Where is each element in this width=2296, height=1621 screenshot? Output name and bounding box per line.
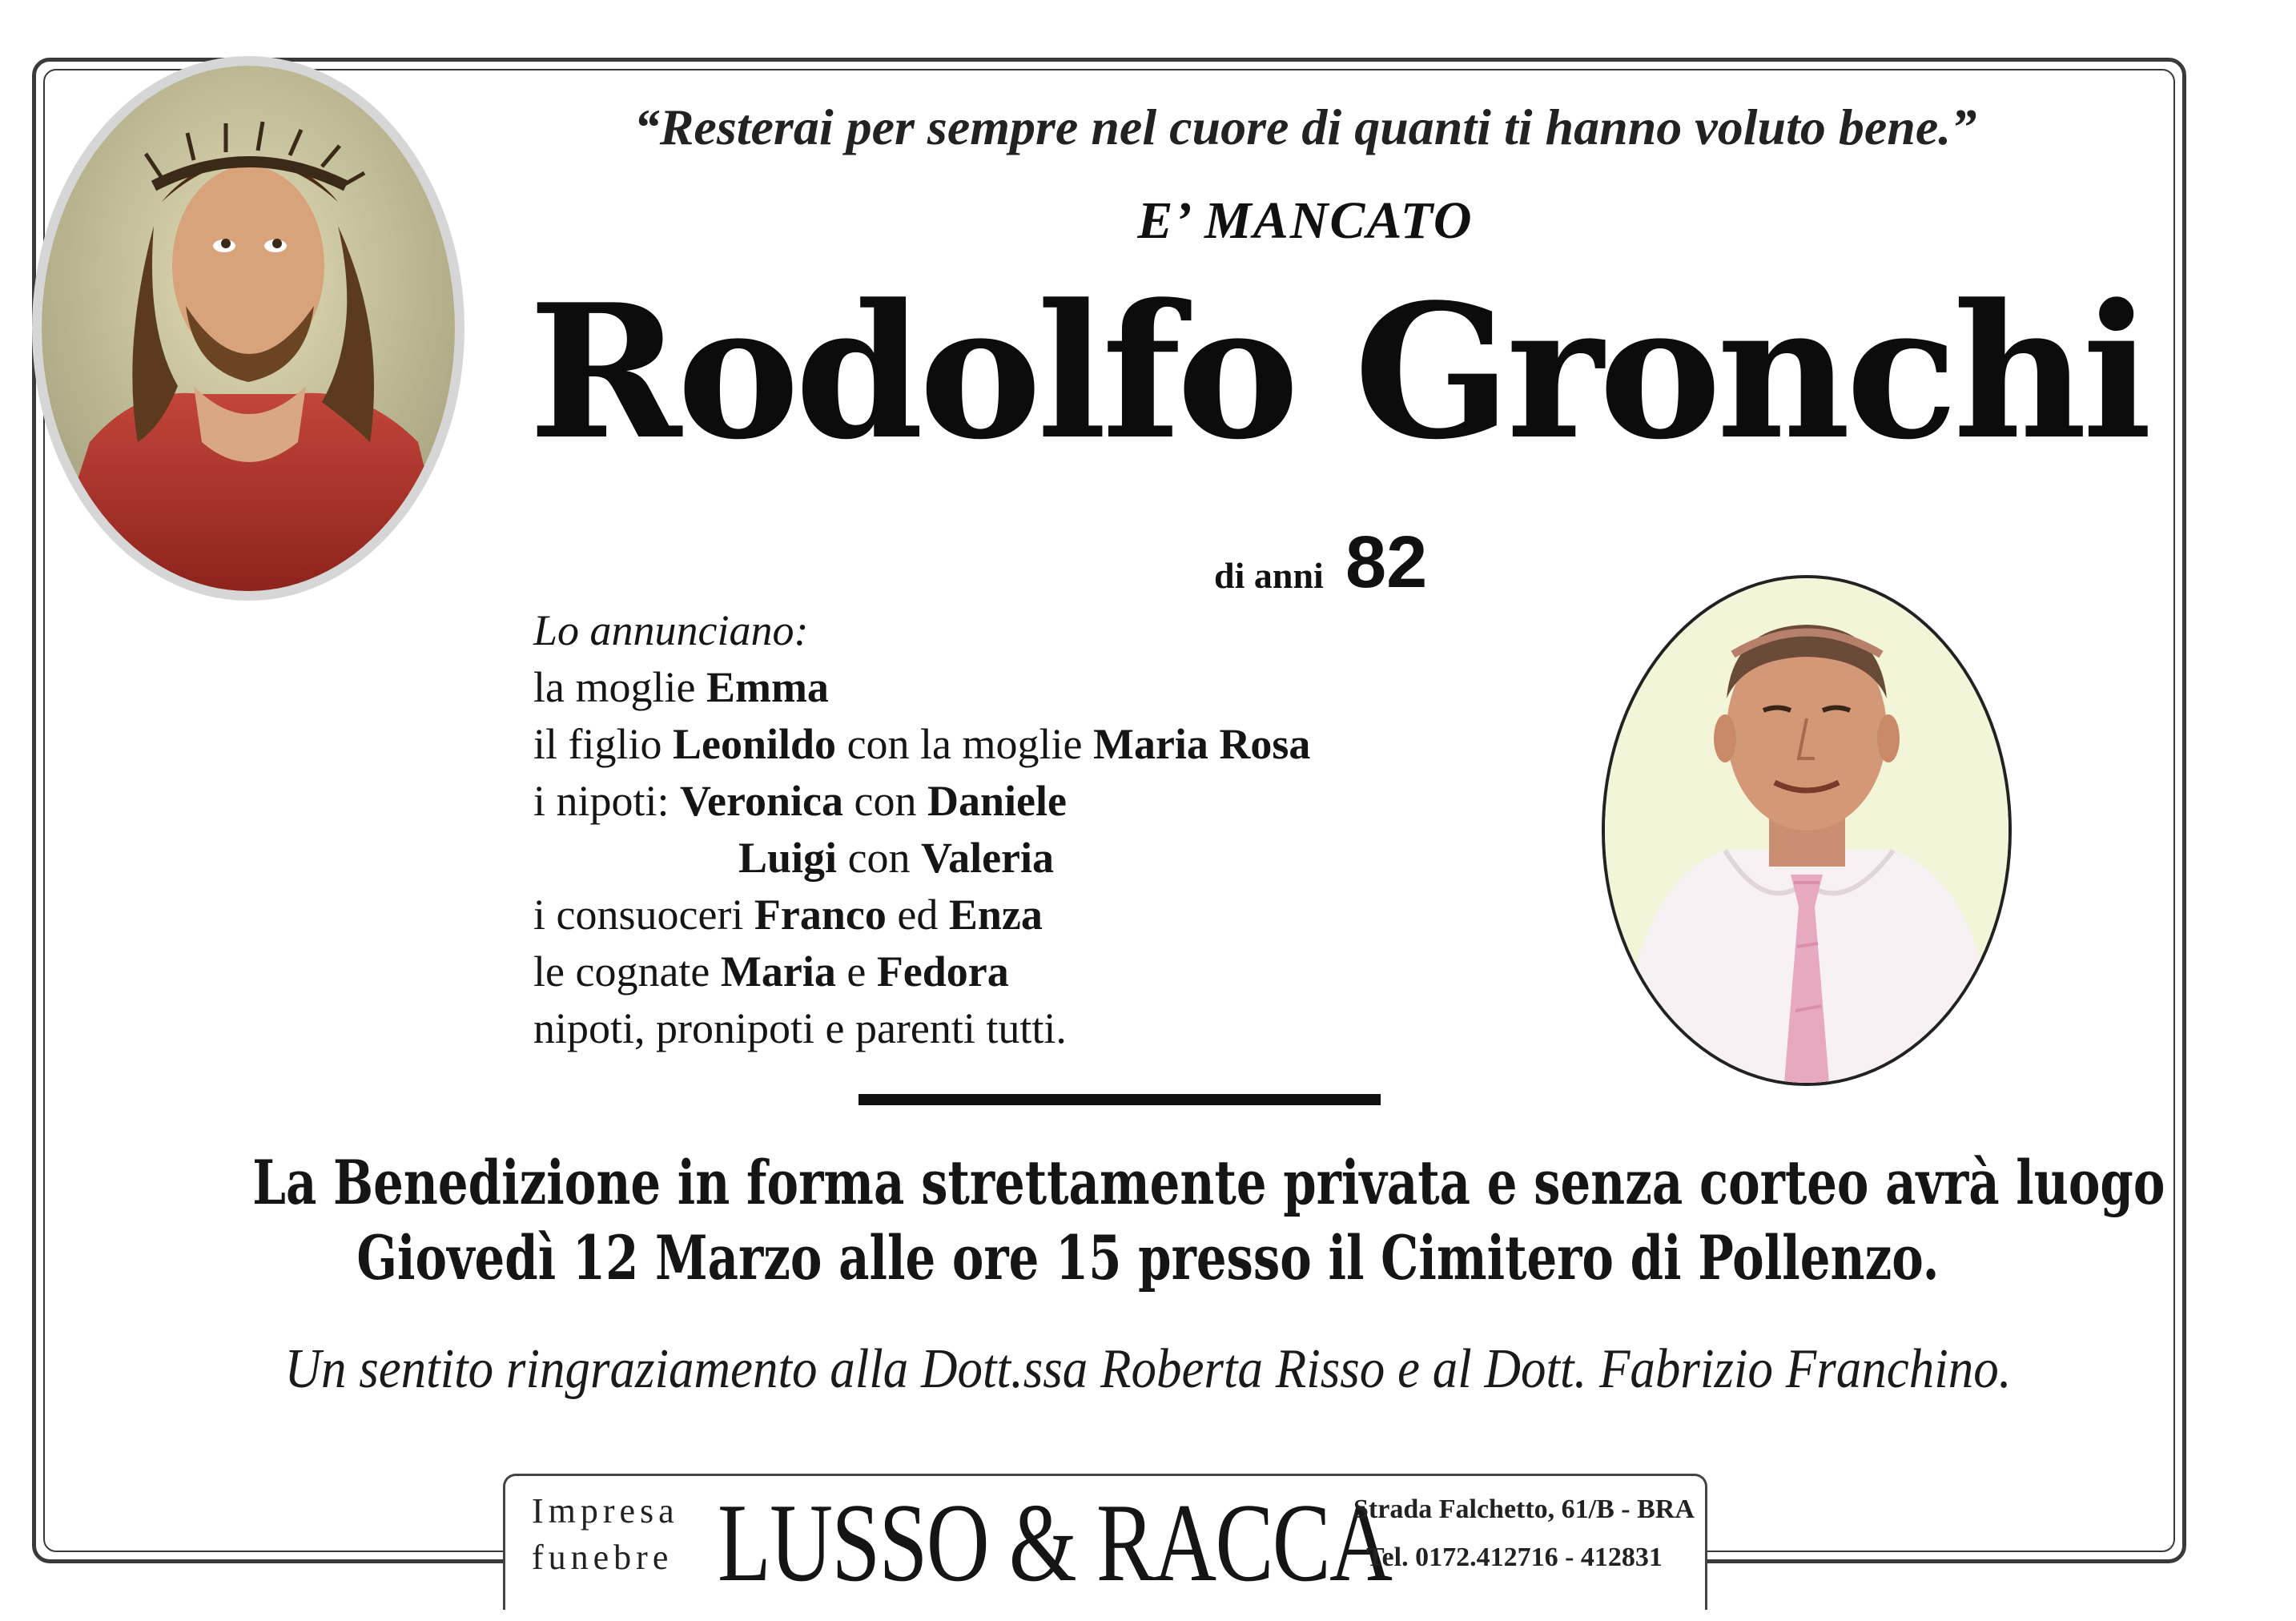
family-line-text: con (843, 777, 927, 825)
thanks-text: Un sentito ringraziamento alla Dott.ssa Roberta Risso e al Dott. Fabrizio Franchino. (284, 1338, 2012, 1400)
family-name: Veronica (680, 777, 844, 825)
quote: “Resterai per sempre nel cuore di quanti ti hanno voluto bene.” (633, 99, 1977, 155)
family-line (533, 830, 1574, 887)
family-line (533, 887, 1574, 943)
family-name: Valeria (921, 834, 1055, 882)
impresa-funebre-label (532, 1488, 679, 1581)
family-line-text: con la moglie (836, 720, 1093, 768)
family-name: Emma (706, 663, 829, 711)
family-name: Enza (948, 891, 1043, 939)
family-name: Leonildo (673, 720, 837, 768)
family-line-text: la moglie (533, 663, 706, 711)
jesus-image (42, 66, 455, 591)
funebre-line: funebre (532, 1538, 674, 1577)
family-line (533, 659, 1574, 716)
family-name: Franco (754, 891, 887, 939)
family-name: Maria Rosa (1092, 720, 1311, 768)
family-line-text: le cognate (533, 947, 721, 996)
family-line-text: i consuoceri (533, 891, 754, 939)
ceremony-line-2: Giovedì 12 Marzo alle ore 15 presso il Cimitero di Pollenzo. (356, 1222, 1940, 1293)
deceased-photo-image (1605, 578, 2008, 1083)
family-name: Daniele (927, 777, 1067, 825)
family-name: Luigi (738, 834, 838, 882)
family-line-text: ed (886, 891, 949, 939)
family-line (533, 773, 1574, 830)
family-line-text: i nipoti: (533, 777, 681, 825)
family-line-text: e (835, 947, 877, 996)
impresa-line: Impresa (532, 1491, 679, 1530)
funeral-home-brand: LUSSO & RACCA (718, 1481, 1392, 1605)
family-name: Fedora (876, 947, 1009, 996)
family-line (533, 943, 1574, 1000)
family-line (533, 1000, 1574, 1057)
family-name: Maria (720, 947, 836, 996)
deceased-name: Rodolfo Gronchi (529, 264, 2148, 481)
family-line (533, 716, 1574, 773)
family-line-text: il figlio (533, 720, 673, 768)
ceremony-line-1: La Benedizione in forma strettamente privata e senza corteo avrà luogo (252, 1147, 2165, 1218)
funeral-home-address: Strada Falchetto, 61/B - BRA (1353, 1494, 1695, 1524)
family-line-text: con (837, 834, 922, 882)
family-line-text: nipoti, pronipoti e parenti tutti. (533, 1004, 1067, 1052)
age-label: di anni (1214, 555, 1324, 596)
age-value: 82 (1345, 521, 1428, 603)
announcement-block (533, 602, 1574, 1057)
announcement-intro: Lo annunciano: (533, 606, 809, 654)
deceased-photo (1602, 575, 2012, 1086)
divider-bar (858, 1094, 1381, 1105)
heading-emancato: E’ MANCATO (1137, 191, 1474, 250)
funeral-home-phone: Tel. 0172.412716 - 412831 (1366, 1543, 1663, 1572)
jesus-portrait (32, 56, 464, 601)
